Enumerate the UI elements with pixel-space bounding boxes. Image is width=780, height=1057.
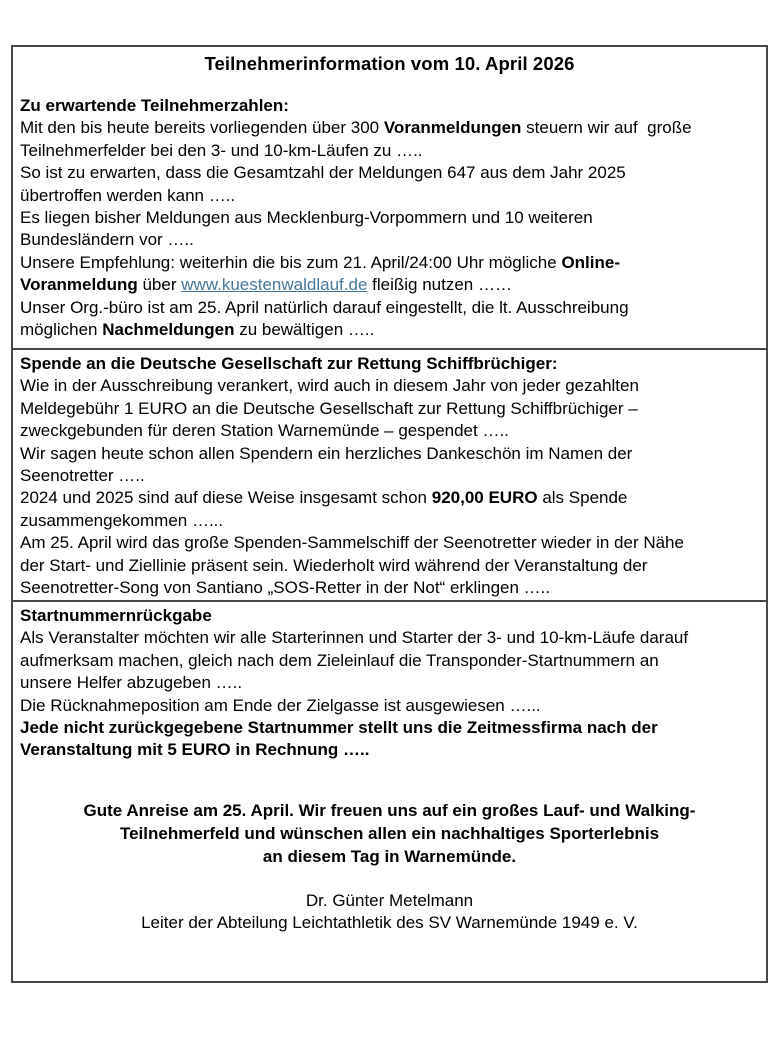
text-span: möglichen [20, 320, 103, 340]
text-line [20, 420, 758, 442]
closing-section [13, 771, 766, 973]
text-span: über [137, 275, 182, 295]
text-span: Unser Org.-büro ist am 25. April natürlich darauf eingestellt, die lt. Ausschreibung [20, 297, 629, 317]
closing-message-line: an diesem Tag in Warnemünde. [262, 847, 517, 866]
text-span: zu bewältigen ….. [234, 320, 375, 340]
text-span: 2024 und 2025 sind auf diese Weise insgesamt schon [20, 488, 432, 508]
document-title: Teilnehmerinformation vom 10. April 2026 [204, 53, 575, 74]
text-span: Wie in der Ausschreibung verankert, wird auch in diesem Jahr von jeder gezahlten [20, 376, 639, 396]
text-line [20, 650, 758, 672]
bold-text: Nachmeldungen [102, 320, 235, 340]
signature-line: Leiter der Abteilung Leichtathletik des SV Warnemünde 1949 e. V. [141, 913, 638, 933]
section-heading: Zu erwartende Teilnehmerzahlen: [20, 96, 289, 115]
text-line [20, 140, 758, 162]
text-span: übertroffen werden kann ….. [20, 185, 236, 205]
text-span: Meldegebühr 1 EURO an die Deutsche Gesellschaft zur Rettung Schiffbrüchiger – [20, 398, 638, 418]
text-span: Die Rücknahmeposition am Ende der Zielgasse ist ausgewiesen …... [20, 695, 541, 715]
section-heading: Startnummernrückgabe [20, 606, 212, 625]
text-line [20, 695, 758, 717]
text-line [20, 739, 758, 761]
section-spende [13, 348, 766, 600]
text-span: der Start- und Ziellinie präsent sein. Wiederholt wird während der Veranstaltung der [20, 555, 648, 575]
text-line [20, 443, 758, 465]
document-sections [13, 92, 766, 771]
text-line [20, 465, 758, 487]
text-span: steuern wir auf große [521, 118, 692, 138]
closing-message [13, 799, 766, 868]
text-span: Als Veranstalter möchten wir alle Starterinnen und Starter der 3- und 10-km-Läufe darauf [20, 628, 689, 648]
closing-message-line: Teilnehmerfeld und wünschen allen ein nachhaltiges Sporterlebnis [119, 824, 660, 843]
text-span: Bundesländern vor ….. [20, 230, 194, 250]
text-span: zusammengekommen …... [20, 510, 224, 530]
text-line [20, 487, 758, 509]
text-line [20, 672, 758, 694]
text-span: Wir sagen heute schon allen Spendern ein herzliches Dankeschön im Namen der [20, 443, 633, 463]
text-line [20, 185, 758, 207]
section-startnummernrueckgabe [13, 600, 766, 771]
text-span: unsere Helfer abzugeben ….. [20, 673, 243, 693]
participant-info-document [11, 45, 768, 983]
text-span: aufmerksam machen, gleich nach dem Zieleinlauf die Transponder-Startnummern an [20, 650, 659, 670]
text-line [20, 717, 758, 739]
text-line [20, 274, 758, 296]
text-line [20, 207, 758, 229]
text-line [20, 398, 758, 420]
text-line [20, 319, 758, 341]
document-title-row [13, 47, 766, 92]
text-line [20, 117, 758, 139]
text-line [20, 162, 758, 184]
text-line [20, 577, 758, 599]
text-line [20, 532, 758, 554]
text-line [20, 627, 758, 649]
bold-text: Jede nicht zurückgegebene Startnummer stellt uns die Zeitmessfirma nach der [20, 718, 658, 738]
text-span: als Spende [537, 488, 628, 508]
text-span: Am 25. April wird das große Spenden-Sammelschiff der Seenotretter wieder in der Nähe [20, 533, 684, 553]
text-span: So ist zu erwarten, dass die Gesamtzahl der Meldungen 647 aus dem Jahr 2025 [20, 163, 626, 183]
section-heading: Spende an die Deutsche Gesellschaft zur Rettung Schiffbrüchiger: [20, 354, 558, 373]
website-link[interactable]: www.kuestenwaldlauf.de [181, 275, 368, 295]
section-teilnehmerzahlen [13, 92, 766, 348]
signature-line: Dr. Günter Metelmann [305, 891, 474, 910]
text-span: Seenotretter ….. [20, 466, 145, 486]
closing-message-line: Gute Anreise am 25. April. Wir freuen uns auf ein großes Lauf- und Walking- [83, 801, 696, 820]
bold-text: 920,00 EURO [431, 488, 538, 508]
text-span: Mit den bis heute bereits vorliegenden über 300 [20, 118, 384, 138]
text-line [20, 252, 758, 274]
signature-block [13, 890, 766, 935]
text-span: fleißig nutzen …… [367, 275, 512, 295]
text-span: Unsere Empfehlung: weiterhin die bis zum 21. April/24:00 Uhr mögliche [20, 252, 562, 272]
text-line [20, 555, 758, 577]
text-span: Seenotretter-Song von Santiano „SOS-Retter in der Not“ erklingen ….. [20, 578, 551, 598]
text-line [20, 510, 758, 532]
text-span: Teilnehmerfelder bei den 3- und 10-km-Läufen zu ….. [20, 140, 423, 160]
bold-text: Online- [561, 252, 621, 272]
text-span: zweckgebunden für deren Station Warnemünde – gespendet ….. [20, 421, 509, 441]
closing-spacer [13, 868, 766, 890]
bold-text: Voranmeldung [20, 275, 138, 295]
bold-text: Veranstaltung mit 5 EURO in Rechnung ….. [20, 740, 370, 760]
text-span: Es liegen bisher Meldungen aus Mecklenburg-Vorpommern und 10 weiteren [20, 208, 593, 228]
bold-text: Voranmeldungen [383, 118, 522, 138]
text-line [20, 229, 758, 251]
text-line [20, 375, 758, 397]
text-line [20, 297, 758, 319]
